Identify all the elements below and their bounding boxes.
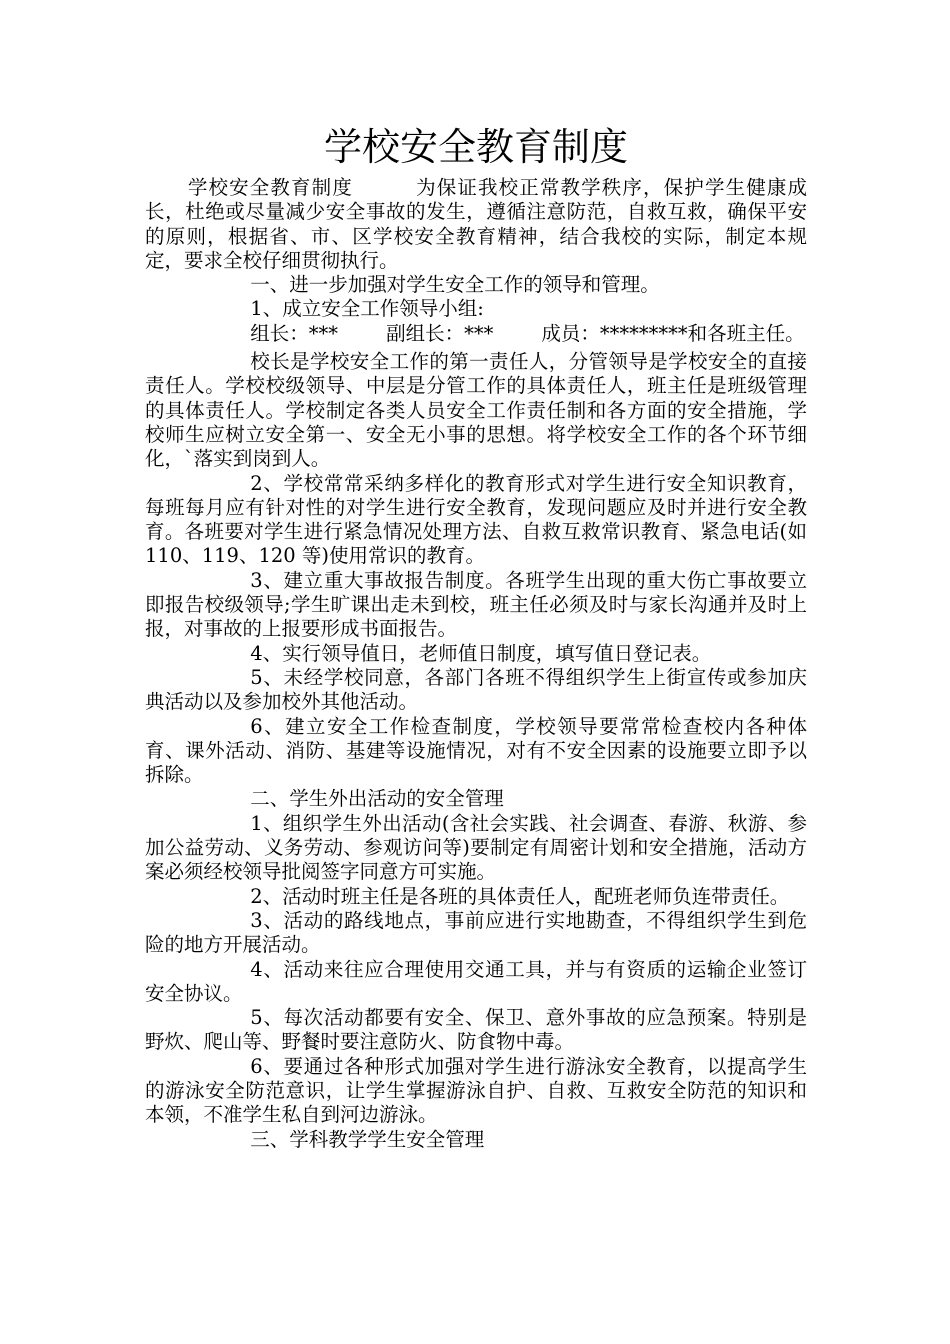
item-2-4: 4、活动来往应合理使用交通工具，并与有资质的运输企业签订安全协议。: [145, 957, 807, 1005]
item-2-5: 5、每次活动都要有安全、保卫、意外事故的应急预案。特别是野炊、爬山等、野餐时要注意防火、防食物中毒。: [145, 1006, 807, 1054]
document-page: [145, 118, 807, 1152]
item-2-2: 2、活动时班主任是各班的具体责任人，配班老师负连带责任。: [250, 884, 790, 908]
group-vice-leader: 副组长：***: [386, 321, 494, 345]
item-1-1: 1、成立安全工作领导小组:: [250, 297, 484, 321]
section-heading-1: 一、进一步加强对学生安全工作的领导和管理。: [250, 273, 660, 297]
item-1-3: 3、建立重大事故报告制度。各班学生出现的重大伤亡事故要立即报告校级领导;学生旷课出走未到校，班主任必须及时与家长沟通并及时上报，对事故的上报要形成书面报告。: [145, 568, 807, 641]
intro-text: 为保证我校正常教学秩序，保护学生健康成长，杜绝或尽量减少安全事故的发生，遵循注意防范，自救互救，确保平安的原则，根据省、市、区学校安全教育精神，结合我校的实际，制定本规定，要求全校仔细贯彻执行。: [145, 176, 807, 272]
document-title: 学校安全教育制度: [323, 125, 628, 169]
intro-label: 学校安全教育制度: [187, 176, 353, 199]
item-1-4: 4、实行领导值日，老师值日制度，填写值日登记表。: [250, 641, 712, 665]
item-2-3: 3、活动的路线地点，事前应进行实地勘查，不得组织学生到危险的地方开展活动。: [145, 908, 807, 957]
document-body: [145, 176, 807, 1152]
item-2-1: 1、组织学生外出活动(含社会实践、社会调查、春游、秋游、参加公益劳动、义务劳动、参观访问等)要制定有周密计划和安全措施，活动方案必须经校领导批阅签字同意方可实施。: [145, 811, 807, 884]
item-1-2: 2、学校常常采纳多样化的教育形式对学生进行安全知识教育，每班每月应有针对性的对学生进行安全教育，发现问题应及时并进行安全教育。各班要对学生进行紧急情况处理方法、自救互救常识教育、紧急电话(如 110、119、120 等)使用常识的教育。: [145, 471, 807, 568]
group-members: 成员：*********和各班主任。: [541, 321, 805, 345]
intro-paragraph: [145, 176, 807, 273]
item-2-6: 6、要通过各种形式加强对学生进行游泳安全教育，以提高学生的游泳安全防范意识，让学生掌握游泳自护、自救、互救安全防范的知识和本领，不准学生私自到河边游泳。: [145, 1054, 807, 1127]
section-heading-3: 三、学科教学学生安全管理: [250, 1127, 485, 1151]
item-1-5: 5、未经学校同意，各部门各班不得组织学生上街宣传或参加庆典活动以及参加校外其他活动。: [145, 665, 807, 714]
responsibility-paragraph: 校长是学校安全工作的第一责任人，分管领导是学校安全的直接责任人。学校校级领导、中层是分管工作的具体责任人，班主任是班级管理的具体责任人。学校制定各类人员安全工作责任制和各方面的安全措施，学校师生应树立安全第一、安全无小事的思想。将学校安全工作的各个环节细化，`落实到岗到人。: [145, 350, 807, 471]
section-heading-2: 二、学生外出活动的安全管理: [250, 787, 504, 811]
item-1-6: 6、建立安全工作检查制度，学校领导要常常检查校内各种体育、课外活动、消防、基建等设施情况，对有不安全因素的设施要立即予以拆除。: [145, 714, 807, 787]
leadership-group: [145, 322, 807, 346]
group-leader: 组长：***: [250, 321, 339, 345]
